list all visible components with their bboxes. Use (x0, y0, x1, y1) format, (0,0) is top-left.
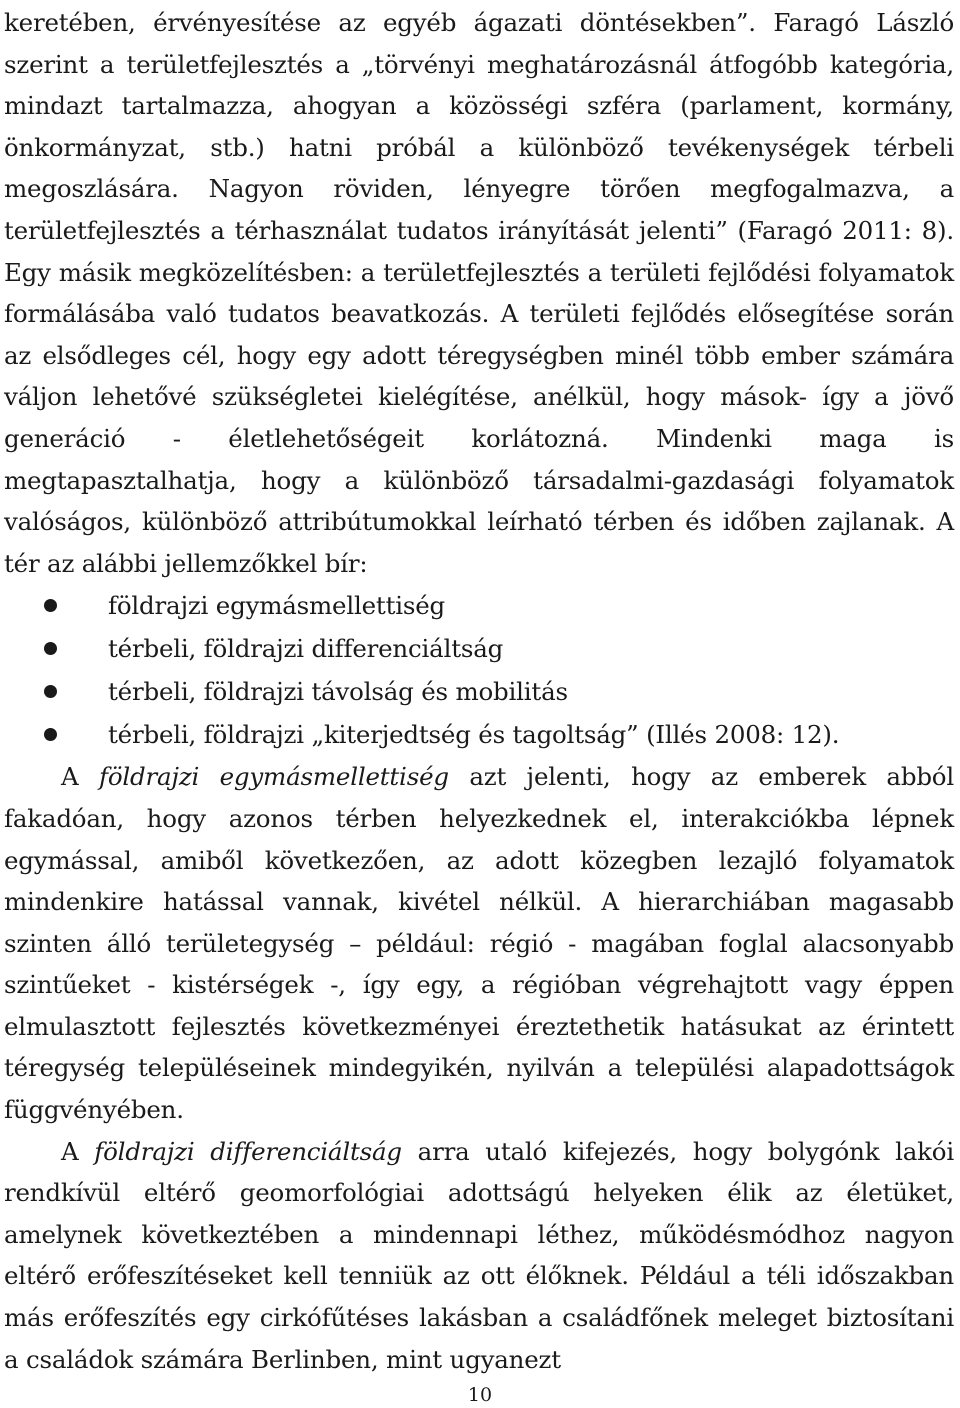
list-item (4, 584, 954, 627)
paragraph-egymasmellettiseg (4, 756, 954, 1130)
bullet-icon (44, 642, 57, 655)
paragraph-lead: A (61, 1136, 95, 1166)
document-page (4, 0, 954, 1380)
list-item (4, 713, 954, 756)
paragraph-intro: keretében, érvényesítése az egyéb ágazati döntésekben”. Faragó László szerint a területfejlesztés a „törvényi meghatározásnál átfogóbb kategória, mindazt tartalmazza, ahogyan a közösségi szféra (parlament, kormány, önkormányzat, stb.) hatni próbál a különböző tevékenységek térbeli megoszlására. Nagyon röviden, lényegre törően megfogalmazva, a területfejlesztés a térhasználat tudatos irányítását jelenti” (Faragó 2011: 8). Egy másik megközelítésben: a területfejlesztés a területi fejlődési folyamatok formálásába való tudatos beavatkozás. A területi fejlődés elősegítése során az elsődleges cél, hogy egy adott téregységben minél több ember számára váljon lehetővé szükségletei kielégítése, anélkül, hogy mások- így a jövő generáció - életlehetőségeit korlátozná. Mindenki maga is megtapasztalhatja, hogy a különböző társadalmi-gazdasági folyamatok valóságos, különböző attribútumokkal leírható térben és időben zajlanak. A tér az alábbi jellemzőkkel bír: (4, 8, 954, 578)
paragraph-differencialtsag (4, 1131, 954, 1381)
paragraph-term: földrajzi differenciáltság (94, 1136, 402, 1166)
paragraph-term: földrajzi egymásmellettiség (98, 762, 449, 792)
list-item-text: térbeli, földrajzi „kiterjedtség és tagoltság” (Illés 2008: 12). (108, 720, 840, 750)
paragraph-lead: A (61, 762, 99, 792)
list-item-text: térbeli, földrajzi távolság és mobilitás (108, 677, 568, 707)
feature-list (4, 584, 954, 756)
page-number: 10 (467, 1384, 493, 1406)
bullet-icon (44, 599, 57, 612)
list-item-text: földrajzi egymásmellettiség (108, 591, 446, 621)
paragraph-body: azt jelenti, hogy az emberek abból fakadóan, hogy azonos térben helyezkednek el, interakciókba lépnek egymással, amiből következően, az adott közegben lezajló folyamatok mindenkire hatással vannak, kivétel nélkül. A hierarchiában magasabb szinten álló területegység – például: régió - magában foglal alacsonyabb szintűeket - kistérségek -, így egy, a régióban végrehajtott vagy éppen elmulasztott fejlesztés következményei éreztethetik hatásukat az érintett téregység településeinek mindegyikén, nyilván a települési alapadottságok függvényében. (4, 762, 954, 1125)
list-item-text: térbeli, földrajzi differenciáltság (108, 634, 504, 664)
paragraph-body: arra utaló kifejezés, hogy bolygónk lakói rendkívül eltérő geomorfológiai adottságú helyeken élik az életüket, amelynek következtében a mindennapi léthez, működésmódhoz nagyon eltérő erőfeszítéseket kell tenniük az ott élőknek. Például a téli időszakban más erőfeszítés egy cirkófűtéses lakásban a családfőnek meleget biztosítani a családok számára Berlinben, mint ugyanezt (4, 1136, 954, 1374)
bullet-icon (44, 685, 57, 698)
list-item (4, 670, 954, 713)
bullet-icon (44, 728, 57, 741)
list-item (4, 627, 954, 670)
